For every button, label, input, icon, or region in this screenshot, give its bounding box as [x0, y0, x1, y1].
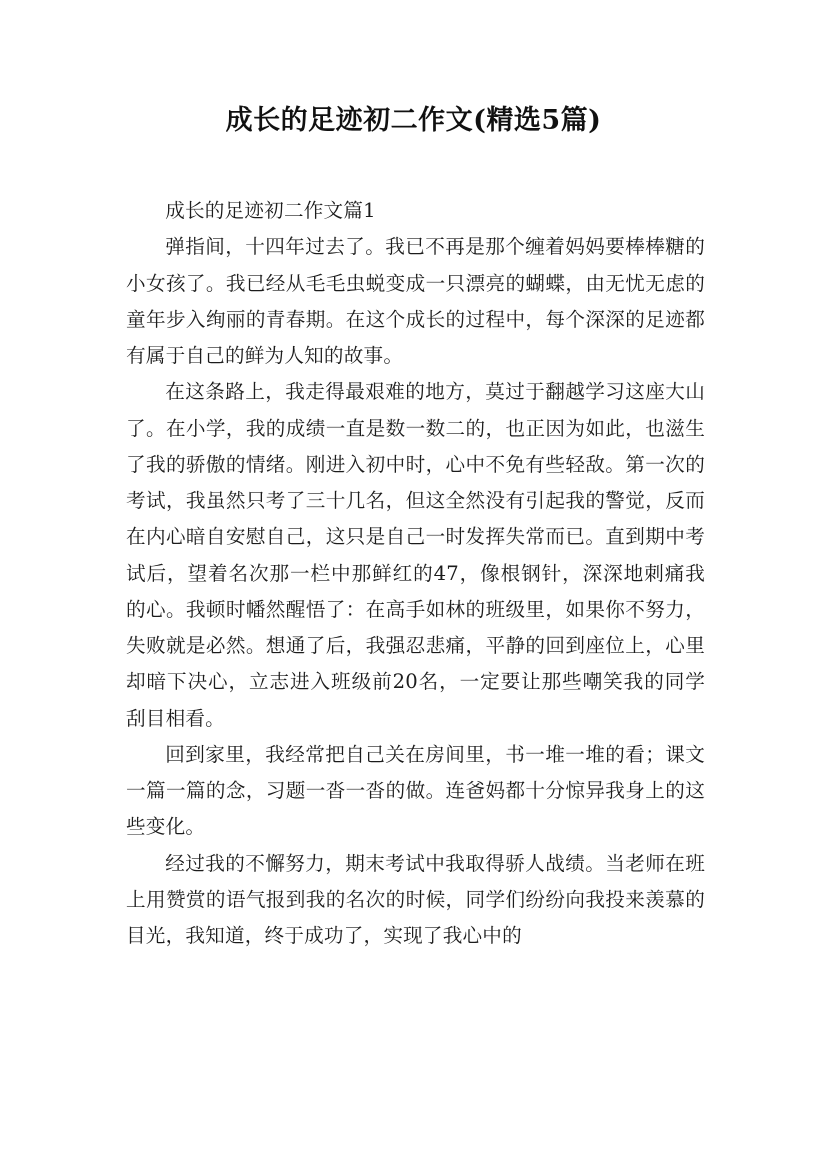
paragraph: 回到家里，我经常把自己关在房间里，书一堆一堆的看；课文一篇一篇的念，习题一沓一沓的做。连爸妈都十分惊异我身上的这些变化。: [126, 742, 705, 839]
document-title: 成长的足迹初二作文(精选5篇): [225, 105, 602, 136]
document-body: [126, 193, 705, 954]
paragraph: 弹指间，十四年过去了。我已不再是那个缠着妈妈要棒棒糖的小女孩了。我已经从毛毛虫蜕变成一只漂亮的蝴蝶，由无忧无虑的童年步入绚丽的青春期。在这个成长的过程中，每个深深的足迹都有属于自己的鲜为人知的故事。: [126, 235, 705, 367]
paragraph: 在这条路上，我走得最艰难的地方，莫过于翻越学习这座大山了。在小学，我的成绩一直是数一数二的，也正因为如此，也滋生了我的骄傲的情绪。刚进入初中时，心中不免有些轻敌。第一次的考试，我虽然只考了三十几名，但这全然没有引起我的警觉，反而在内心暗自安慰自己，这只是自己一时发挥失常而已。直到期中考试后，望着名次那一栏中那鲜红的47，像根钢针，深深地刺痛我的心。我顿时幡然醒悟了：在高手如林的班级里，如果你不努力，失败就是必然。想通了后，我强忍悲痛，平静的回到座位上，心里却暗下决心，立志进入班级前20名，一定要让那些嘲笑我的同学刮目相看。: [126, 380, 705, 730]
paragraph: 经过我的不懈努力，期末考试中我取得骄人战绩。当老师在班上用赞赏的语气报到我的名次的时候，同学们纷纷向我投来羡慕的目光，我知道，终于成功了，实现了我心中的: [126, 851, 705, 947]
section-heading: 成长的足迹初二作文篇1: [165, 199, 376, 222]
